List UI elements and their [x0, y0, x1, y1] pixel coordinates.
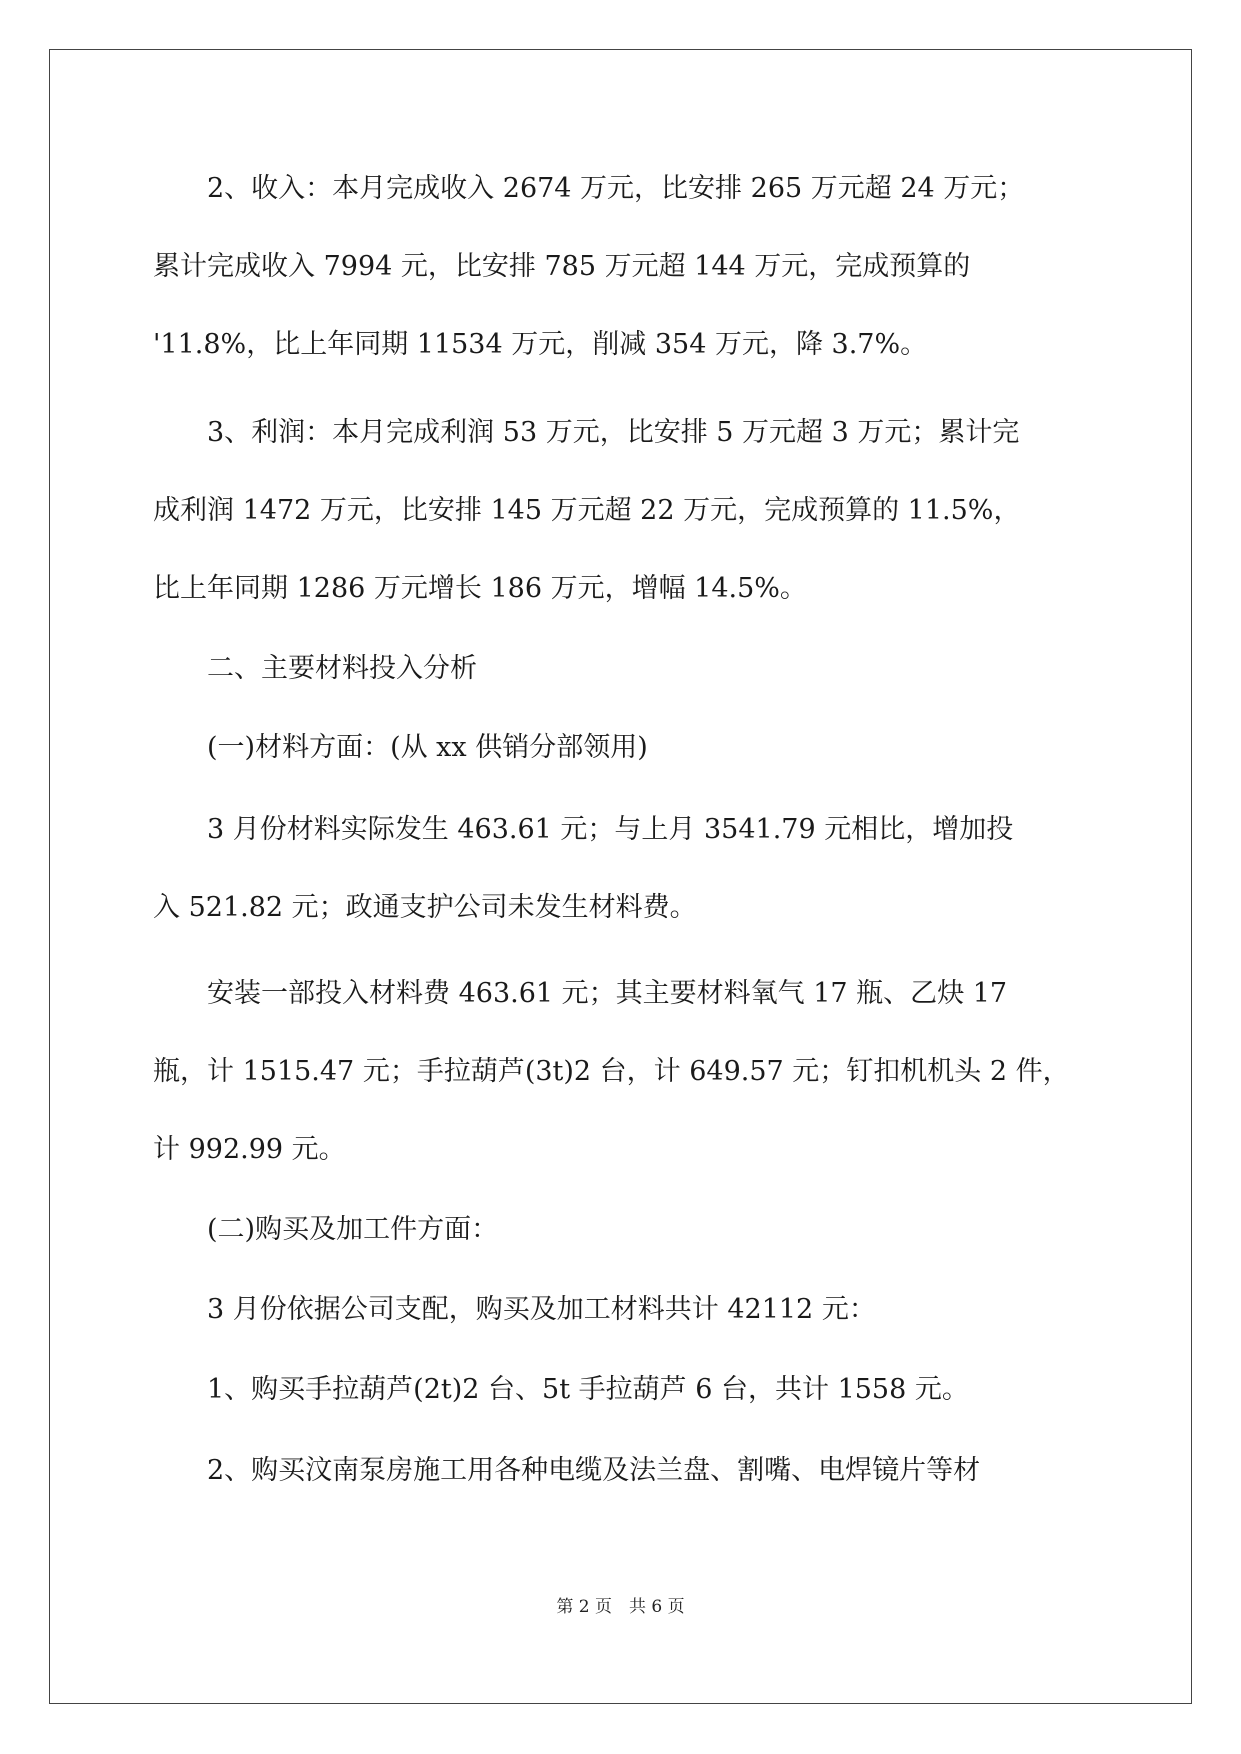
paragraph-line: 安装一部投入材料费 463.61 元；其主要材料氧气 17 瓶、乙炔 17 — [153, 978, 1008, 1009]
paragraph-line: 计 992.99 元。 — [153, 1134, 346, 1165]
paragraph-line: 3 月份依据公司支配，购买及加工材料共计 42112 元： — [153, 1294, 876, 1325]
paragraph-line: 2、收入：本月完成收入 2674 万元，比安排 265 万元超 24 万元； — [153, 173, 1025, 204]
paragraph-line: 比上年同期 1286 万元增长 186 万元，增幅 14.5%。 — [153, 573, 807, 604]
paragraph-line: 累计完成收入 7994 元，比安排 785 万元超 144 万元，完成预算的 — [153, 251, 971, 282]
paragraph-line: 1、购买手拉葫芦(2t)2 台、5t 手拉葫芦 6 台，共计 1558 元。 — [153, 1374, 969, 1405]
subsection-heading: (一)材料方面：(从 xx 供销分部领用) — [153, 732, 648, 763]
paragraph-line: 3 月份材料实际发生 463.61 元；与上月 3541.79 元相比，增加投 — [153, 814, 1014, 845]
paragraph-line: 2、购买汶南泵房施工用各种电缆及法兰盘、割嘴、电焊镜片等材 — [153, 1455, 981, 1486]
page-number-footer: 第 2 页 共 6 页 — [556, 1597, 685, 1617]
subsection-heading: (二)购买及加工件方面： — [153, 1214, 499, 1245]
paragraph-line: 3、利润：本月完成利润 53 万元，比安排 5 万元超 3 万元；累计完 — [153, 417, 1020, 448]
paragraph-line: 入 521.82 元；政通支护公司未发生材料费。 — [153, 892, 697, 923]
paragraph-line: '11.8%，比上年同期 11534 万元，削减 354 万元，降 3.7%。 — [153, 329, 928, 360]
paragraph-line: 成利润 1472 万元，比安排 145 万元超 22 万元，完成预算的 11.5%， — [153, 495, 1021, 526]
paragraph-line: 瓶，计 1515.47 元；手拉葫芦(3t)2 台，计 649.57 元；钉扣机机头 2 件， — [153, 1056, 1070, 1087]
section-heading: 二、主要材料投入分析 — [153, 653, 477, 684]
